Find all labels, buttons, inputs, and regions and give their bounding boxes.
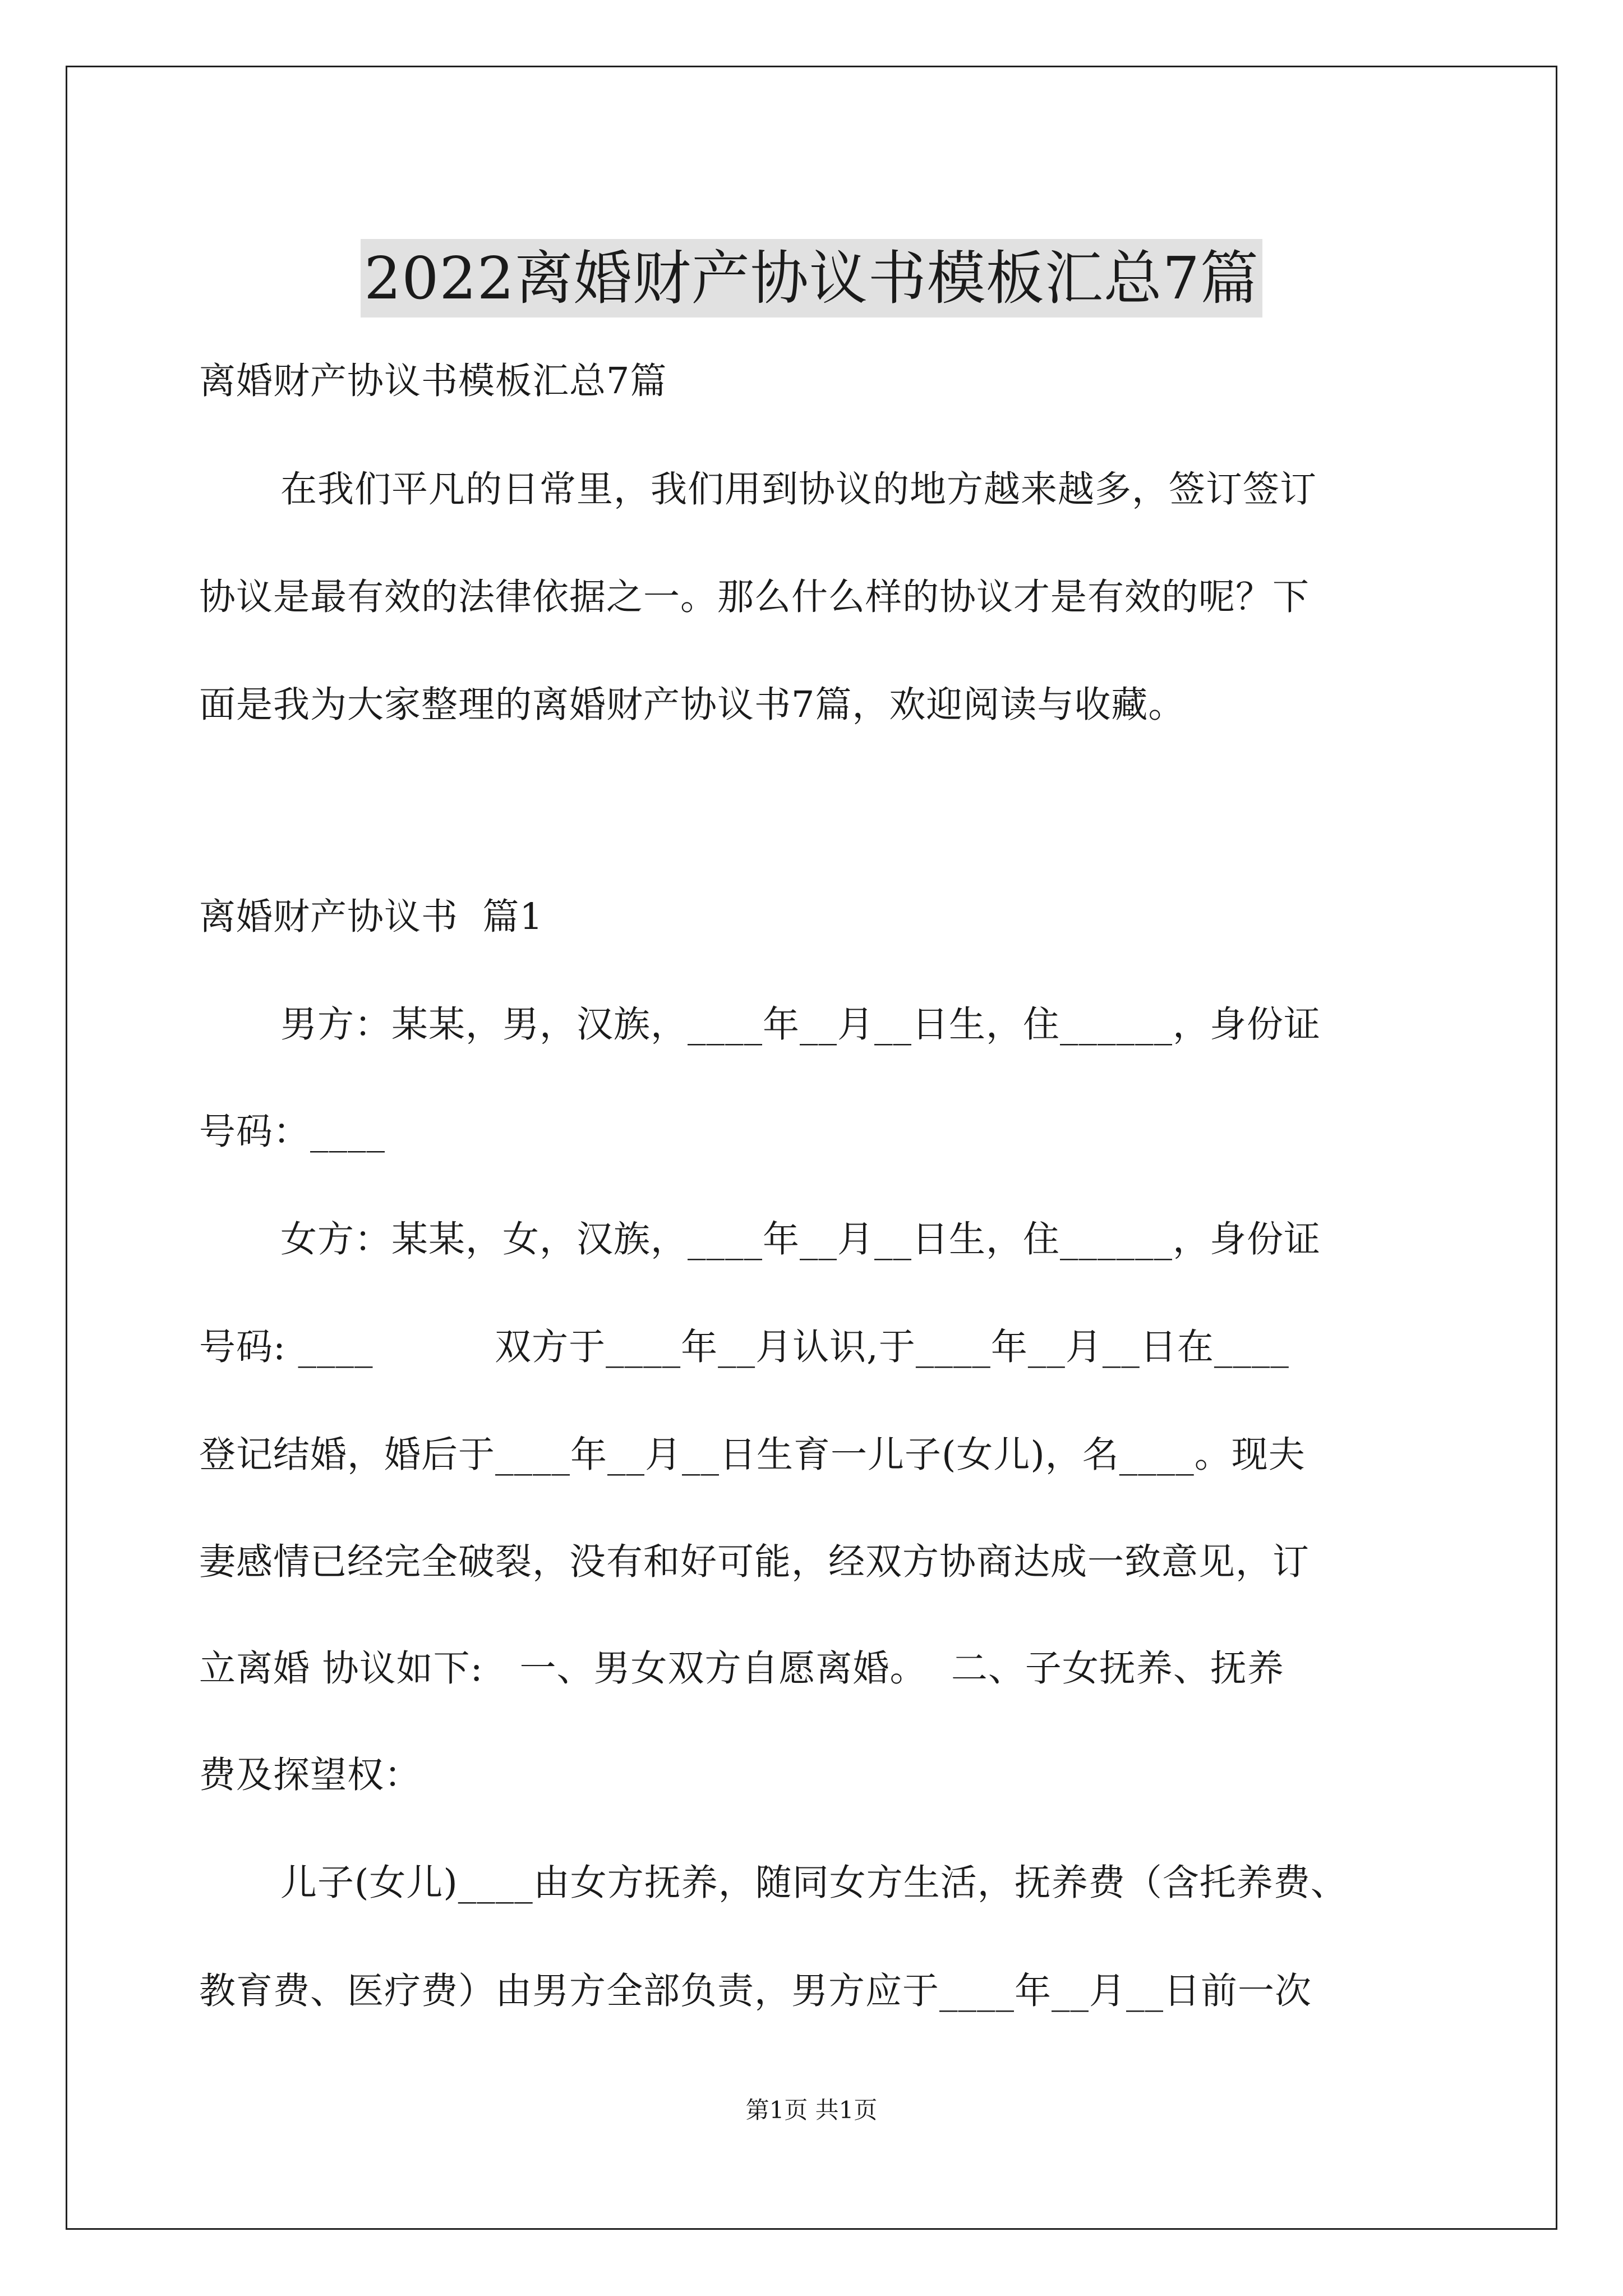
document-title: 2022离婚财产协议书模板汇总7篇: [361, 239, 1262, 318]
page-footer: 第1页 共1页: [745, 2096, 878, 2124]
intro-line-2: 协议是最有效的法律依据之一。那么什么样的协议才是有效的呢？下: [199, 576, 1310, 618]
intro-line-1: 在我们平凡的日常里，我们用到协议的地方越来越多，签订签订: [280, 468, 1317, 510]
section-heading: 离婚财产协议书 篇1: [199, 896, 543, 938]
body-line-10: 教育费、医疗费）由男方全部负责，男方应于____年__月__日前一次: [199, 1970, 1312, 2012]
body-line-9: 儿子(女儿)____由女方抚养，随同女方生活，抚养费（含托养费、: [280, 1862, 1348, 1904]
body-line-1: 男方：某某，男，汉族，____年__月__日生，住______，身份证: [280, 1004, 1321, 1046]
body-line-3: 女方：某某，女，汉族，____年__月__日生，住______，身份证: [280, 1218, 1321, 1260]
document-subtitle: 离婚财产协议书模板汇总7篇: [199, 360, 667, 402]
body-line-6: 妻感情已经完全破裂，没有和好可能，经双方协商达成一致意见，订: [199, 1541, 1310, 1583]
body-line-5: 登记结婚，婚后于____年__月__日生育一儿子(女儿)，名____。现夫: [199, 1434, 1306, 1476]
body-line-4: 号码: ____ 双方于____年__月认识,于____年__月__日在____: [199, 1326, 1289, 1368]
body-line-7: 立离婚 协议如下: 一、男女双方自愿离婚。 二、子女抚养、抚养: [199, 1648, 1284, 1690]
body-line-2: 号码：____: [199, 1111, 386, 1153]
body-line-8: 费及探望权：: [199, 1754, 422, 1796]
intro-line-3: 面是我为大家整理的离婚财产协议书7篇，欢迎阅读与收藏。: [199, 684, 1186, 726]
title-container: [0, 200, 1623, 356]
